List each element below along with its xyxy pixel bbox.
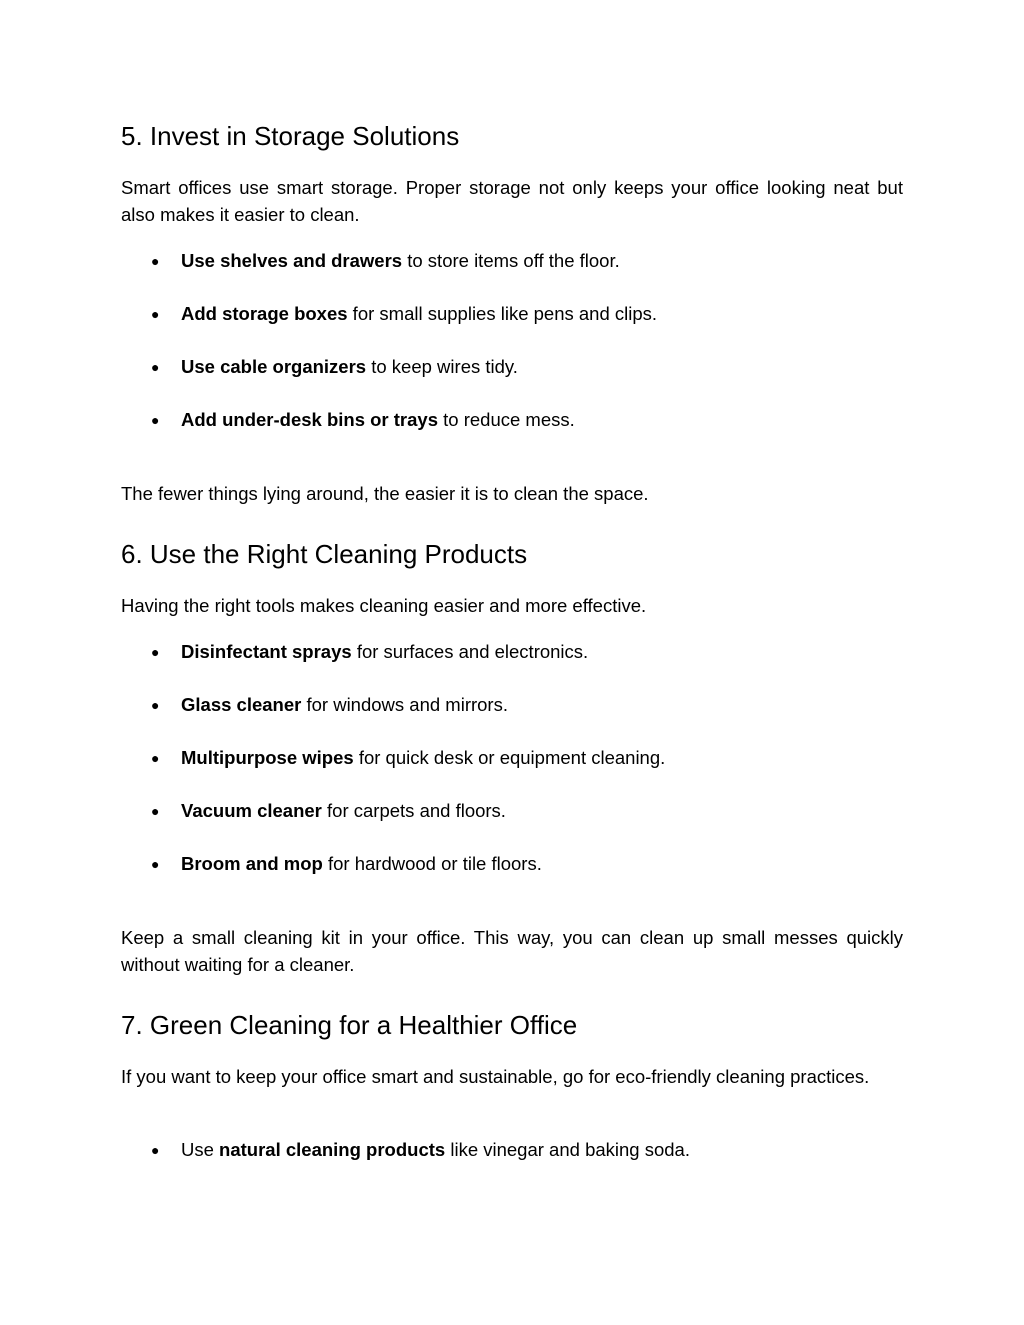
bullet-icon: ● [151, 803, 160, 819]
section-5-outro: The fewer things lying around, the easier it is to clean the space. [121, 483, 649, 504]
bullet-icon: ● [151, 412, 160, 428]
section-6-outro: Keep a small cleaning kit in your office. This way, you can clean up small messes quickly without waiting for a cleaner. [121, 927, 903, 975]
bullet-icon: ● [151, 644, 160, 660]
section-7-intro: If you want to keep your office smart and sustainable, go for eco-friendly cleaning practices. [121, 1066, 870, 1087]
section-6-intro: Having the right tools makes cleaning easier and more effective. [121, 595, 647, 616]
bullet-icon: ● [151, 697, 160, 713]
section-7-heading: 7. Green Cleaning for a Healthier Office [121, 1010, 578, 1040]
section-5-heading: 5. Invest in Storage Solutions [121, 121, 460, 151]
bullet-icon: ● [151, 856, 160, 872]
bullet-icon: ● [151, 253, 160, 269]
bullet-icon: ● [151, 1142, 160, 1158]
section-5-intro: Smart offices use smart storage. Proper storage not only keeps your office looking neat but also makes it easier to clean. [121, 177, 903, 225]
bullet-icon: ● [151, 359, 160, 375]
bullet-icon: ● [151, 306, 160, 322]
bullet-icon: ● [151, 750, 160, 766]
section-6-heading: 6. Use the Right Cleaning Products [121, 539, 528, 569]
